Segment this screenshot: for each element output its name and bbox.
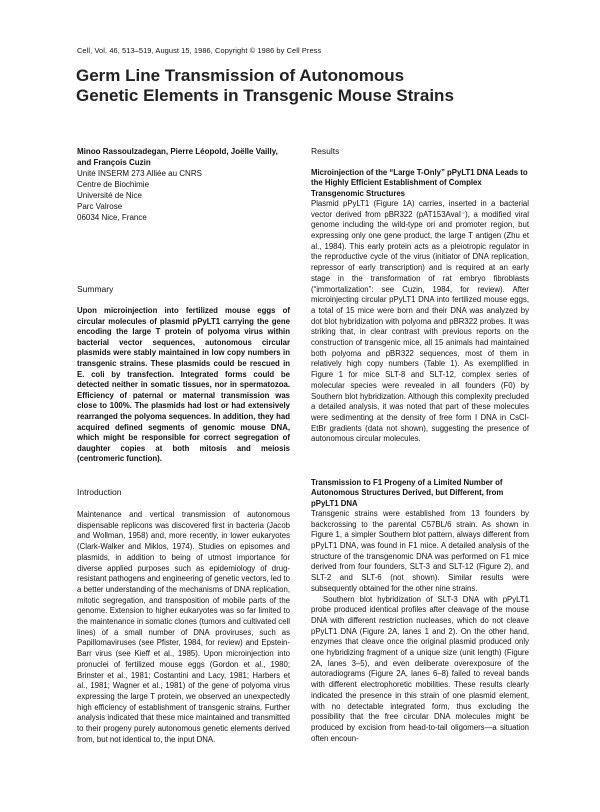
results-text-1: Plasmid pPyLT1 (Figure 1A) carries, inserted in a bacterial vector derived from pBR322 (pAT153AvaI⁻), a modified viral genome including the wild-type ori and promoter region, but expressing only one gene product, the large T antigen (Zhu et al., 1984). This early protein acts as a pleiotropic regulator in the reproductive cycle of the virus (initiator of DNA replication, repressor of early transcription) and is required at an early stage in the transformation of rat embryo fibroblasts (“immortalization”: see Cuzin, 1984, for review). After microinjecting circular pPyLT1 DNA into fertilized mouse eggs, a total of 15 mice were born and their DNA was analyzed by dot blot hybridization with polyoma and pBR322 probes. It was striking that, in clear contrast with previous reports on the construction of transgenic mice, all 15 animals had maintained both polyoma and pBR322 sequences, most of them in relatively high copy numbers (Table 1). As exemplified in Figure 1 for mice SLT-8 and SLT-12, complex series of molecular species were revealed in all founders (F0) by Southern blot hybridization. Although this complexity precluded a detailed analysis, it was noted that part of these molecules were sedimenting at the density of free form I DNA in CsCl-EtBr gradients (data not shown), suggesting the presence of autonomous circular molecules. [311, 198, 529, 444]
authors-line-1: Minoo Rassoulzadegan, Pierre Léopold, Joëlle Vailly, [77, 147, 278, 156]
journal-citation: Cell, Vol. 46, 513–519, August 15, 1986, Copyright © 1986 by Cell Press [77, 46, 322, 55]
results-heading: Results [311, 146, 340, 156]
author-list [77, 146, 290, 168]
results-subheading-1: Microinjection of the “Large T-Only” pPyLT1 DNA Leads to the Highly Efficient Establishment of Complex Transgenomic Structures [311, 168, 528, 198]
affiliation-line-3: Université de Nice [77, 191, 142, 200]
summary-text: Upon microinjection into fertilized mouse eggs of circular molecules of plasmid pPyLT1 carrying the gene encoding the large T protein of polyoma virus within bacterial vector sequences, autonomous circular plasmids were stably maintained in low copy numbers in transgenic strains. These plasmids could be rescued in E. coli by transfection. Integrated forms could be detected neither in somatic tissues, nor in spermatozoa. Efficiency of paternal or maternal transmission was close to 100%. The plasmids had lost or had extensively rearranged the polyoma sequences. In addition, they had acquired defined segments of genomic mouse DNA, which might be responsible for correct segregation of daughter copies at both mitosis and meiosis (centromeric function). [77, 306, 290, 464]
authors-line-2: and François Cuzin [77, 158, 151, 167]
affiliation-line-4: Parc Valrose [77, 202, 123, 211]
summary-heading: Summary [77, 284, 114, 294]
title-line-1: Germ Line Transmission of Autonomous [76, 66, 405, 85]
article-title [76, 66, 536, 106]
results-section-2 [311, 478, 529, 744]
introduction-text: Maintenance and vertical transmission of autonomous dispensable replicons was discovered first in bacteria (Jacob and Wollman, 1958) and, more recently, in lower eukaryotes (Clark-Walker and Miklos, 1974). Studies on episomes and plasmids, in addition to being of utmost importance for diverse applied purposes such as epidemiology of drug-resistant pathogens and engineering of genetic vectors, led to a better understanding of the mechanisms of DNA replication, mitotic segregation, and transposition of mobile parts of the genome. Extension to higher eukaryotes was so far limited to the maintenance in somatic clones (tumors and cultivated cell lines) of a small number of DNA proviruses, such as Papillomaviruses (see Pfister, 1984, for review) and Epstein-Barr virus (see Kieff et al., 1985). Upon microinjection into pronuclei of fertilized mouse eggs (Gordon et al., 1980; Brinster et al., 1981; Costantini and Lacy, 1981; Harbers et al., 1981; Wagner et al., 1981) of the gene of polyoma virus expressing the large T protein, we observed an unexpectedly high efficiency of establishment of transgenic strains. Further analysis indicated that these mice maintained and transmitted to their progeny purely autonomous genetic elements derived from, but not identical to, the input DNA. [77, 510, 290, 744]
affiliation-line-5: 06034 Nice, France [77, 213, 147, 222]
results-text-2a: Transgenic strains were established from 13 founders by backcrossing to the parental C57BL/6 strain. As shown in Figure 1, a simpler Southern blot pattern, always different from pPyLT1 DNA, was found in F1 mice. A detailed analysis of the structure of the transgenomic DNA was performed on F1 mice derived from four founders, SLT-3 and SLT-12 (Figure 2), and SLT-2 and SLT-6 (not shown). Similar results were subsequently obtained for the other nine strains. [311, 508, 529, 593]
left-column [77, 146, 290, 465]
affiliation [77, 168, 290, 223]
results-subheading-2: Transmission to F1 Progeny of a Limited Number of Autonomous Structures Derived, but Different, from pPyLT1 DNA [311, 478, 504, 508]
introduction-heading: Introduction [77, 487, 122, 497]
results-text-2b: Southern blot hybridization of SLT-3 DNA with pPyLT1 probe produced identical profiles after cleavage of the mouse DNA with different restriction nucleases, which do not cleave pPyLT1 DNA (Figure 2A, lanes 1 and 2). On the other hand, enzymes that cleave once the original plasmid produced only one hybridizing fragment of a unique size (unit length) (Figure 2A, lanes 3–5), and even deliberate overexposure of the autoradiograms (Figure 2A, lanes 6–8) failed to reveal bands with different electrophoretic mobilities. These results clearly indicated the presence in this strain of one plasmid element, with no detectable integrated form, thus excluding the possibility that the free circular DNA molecules might be produced by excision from head-to-tail oligomers—a situation often encoun- [311, 594, 529, 743]
results-paragraph-1 [311, 199, 529, 445]
affiliation-line-2: Centre de Biochimie [77, 180, 150, 189]
right-column [311, 146, 529, 445]
results-paragraphs-2 [311, 509, 529, 744]
title-line-2: Genetic Elements in Transgenic Mouse Strains [76, 86, 454, 105]
affiliation-line-1: Unité INSERM 273 Alliée au CNRS [77, 169, 202, 178]
